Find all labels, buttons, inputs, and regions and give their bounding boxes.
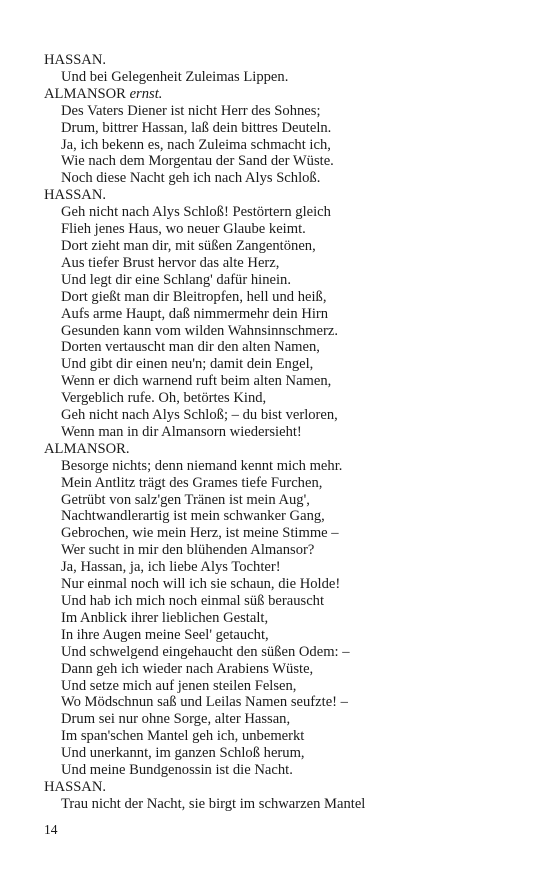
speaker-line	[44, 52, 514, 69]
verse-line: Und schwelgend eingehaucht den süßen Odem: –	[61, 643, 350, 660]
verse-line: Mein Antlitz trägt des Grames tiefe Furchen,	[61, 474, 323, 491]
verse-line: Aus tiefer Brust hervor das alte Herz,	[61, 254, 280, 271]
verse-line: Dann geh ich wieder nach Arabiens Wüste,	[61, 660, 314, 677]
speaker-name: HASSAN.	[44, 778, 107, 795]
verse-line: Aufs arme Haupt, daß nimmermehr dein Hirn	[61, 305, 329, 322]
verse-line: Ja, Hassan, ja, ich liebe Alys Tochter!	[61, 559, 281, 576]
speaker-name: ALMANSOR.	[44, 440, 130, 457]
verse-line: Und legt dir eine Schlang' dafür hinein.	[61, 271, 291, 288]
verse-line: Geh nicht nach Alys Schloß! Pestörtern gleich	[61, 204, 331, 221]
verse-line: Ja, ich bekenn es, nach Zuleima schmacht ich,	[61, 136, 331, 153]
verse-line: Wenn er dich warnend ruft beim alten Namen,	[61, 373, 332, 390]
verse-line: Dort zieht man dir, mit süßen Zangentönen,	[61, 237, 316, 254]
verse-line: Wo Mödschnun saß und Leilas Namen seufzte! –	[61, 694, 348, 711]
speaker-name: ALMANSOR	[44, 85, 126, 102]
speaker-line	[44, 441, 514, 458]
verse-line: Wenn man in dir Almansorn wiedersieht!	[61, 423, 302, 440]
verse-line: Nachtwandlerartig ist mein schwanker Gang,	[61, 508, 325, 525]
verse-line: Trau nicht der Nacht, sie birgt im schwarzen Mantel	[61, 795, 366, 812]
verse-line: Getrübt von salz'gen Tränen ist mein Aug',	[61, 491, 310, 508]
speaker-name: HASSAN.	[44, 187, 107, 204]
verse-line: Gebrochen, wie mein Herz, ist meine Stimme –	[61, 525, 339, 542]
verse-line: Geh nicht nach Alys Schloß; – du bist verloren,	[61, 407, 338, 424]
verse-line: In ihre Augen meine Seel' getaucht,	[61, 626, 269, 643]
verse-line: Im span'schen Mantel geh ich, unbemerkt	[61, 728, 305, 745]
speaker-line	[44, 187, 514, 204]
verse-line: Dort gießt man dir Bleitropfen, hell und heiß,	[61, 288, 327, 305]
stage-direction: ernst.	[129, 85, 163, 102]
verse-line: Nur einmal noch will ich sie schaun, die Holde!	[61, 576, 341, 593]
verse-line: Besorge nichts; denn niemand kennt mich mehr.	[61, 457, 343, 474]
verse-line: Noch diese Nacht geh ich nach Alys Schloß.	[61, 170, 321, 187]
verse-line: Drum sei nur ohne Sorge, alter Hassan,	[61, 711, 291, 728]
verse-line: Und meine Bundgenossin ist die Nacht.	[61, 762, 293, 779]
verse-line: Gesunden kann vom wilden Wahnsinnschmerz.	[61, 322, 338, 339]
verse-line: Wie nach dem Morgentau der Sand der Wüste.	[61, 153, 334, 170]
verse-line: Und hab ich mich noch einmal süß berauscht	[61, 593, 325, 609]
speaker-line	[44, 86, 514, 103]
speaker-line	[44, 779, 514, 796]
drama-text	[44, 52, 514, 813]
verse-line: Und bei Gelegenheit Zuleimas Lippen.	[61, 68, 289, 85]
verse-line: Vergeblich rufe. Oh, betörtes Kind,	[61, 390, 267, 407]
verse-line: Drum, bittrer Hassan, laß dein bittres Deuteln.	[61, 119, 332, 136]
verse-line: Dorten vertauscht man dir den alten Namen,	[61, 339, 320, 356]
verse-line: Und setze mich auf jenen steilen Felsen,	[61, 677, 297, 694]
speaker-name: HASSAN.	[44, 52, 107, 68]
verse-line: Und gibt dir einen neu'n; damit dein Engel,	[61, 356, 314, 373]
verse-line: Wer sucht in mir den blühenden Almansor?	[61, 542, 315, 559]
verse-line: Flieh jenes Haus, wo neuer Glaube keimt.	[61, 221, 306, 238]
verse-line: Und unerkannt, im ganzen Schloß herum,	[61, 745, 305, 762]
verse-line: Des Vaters Diener ist nicht Herr des Sohnes;	[61, 102, 321, 119]
verse-line: Im Anblick ihrer lieblichen Gestalt,	[61, 609, 269, 626]
page-number: 14	[44, 822, 58, 837]
